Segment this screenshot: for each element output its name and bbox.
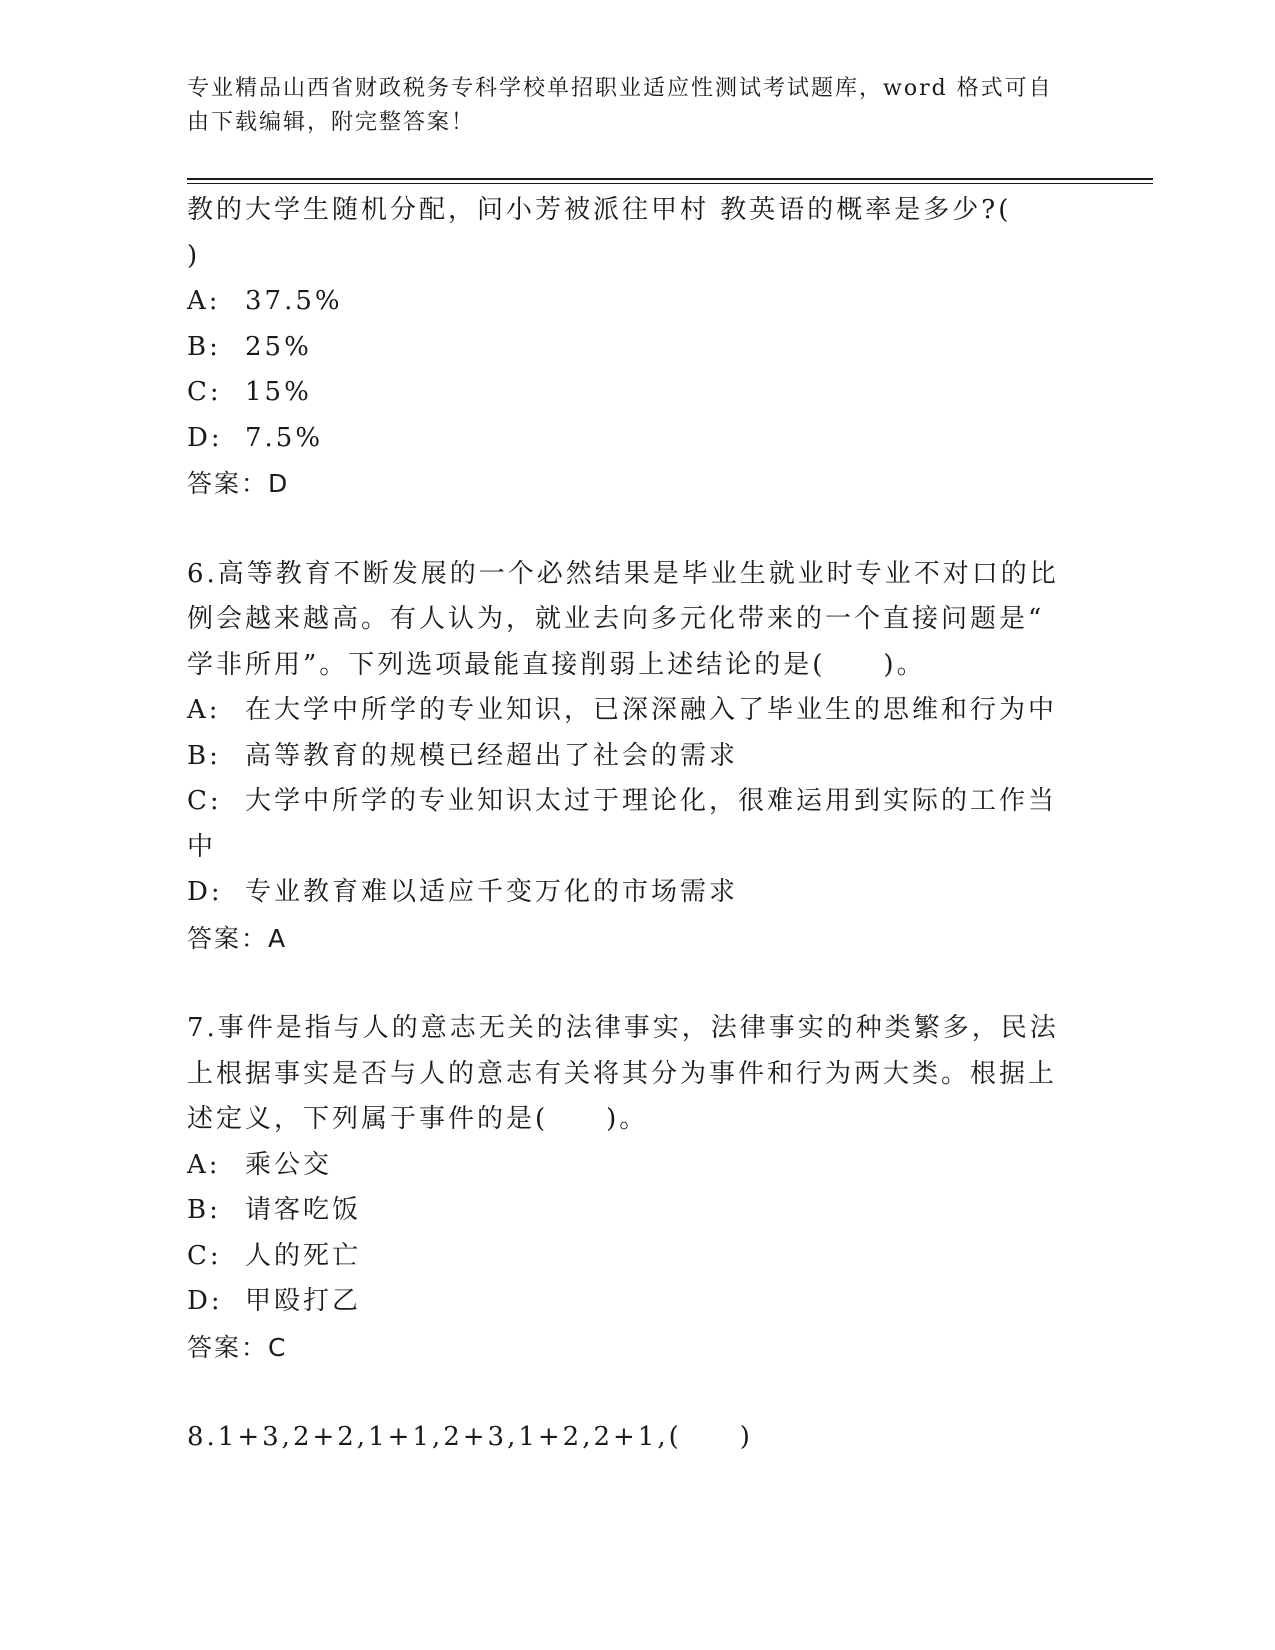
option-key: C: — [187, 786, 222, 816]
question-text-line: 8.1+3,2+2,1+1,2+3,1+2,2+1,( ) — [187, 1422, 753, 1452]
option-text: 请客吃饭 — [245, 1195, 362, 1225]
question-spacer — [187, 507, 1067, 552]
question-spacer — [187, 1370, 1067, 1415]
option-text: 在大学中所学的专业知识，已深深融入了毕业生的思维和行为中 — [245, 695, 1058, 725]
question-text-line: 学非所用”。下列选项最能直接削弱上述结论的是( )。 — [187, 649, 926, 680]
option-key: A: — [187, 695, 221, 725]
question-text-line: 例会越来越高。有人认为，就业去向多元化带来的一个直接问题是“ — [187, 604, 1045, 634]
option-text: 专业教育难以适应千变万化的市场需求 — [245, 877, 739, 907]
option-key: B: — [187, 331, 221, 362]
question-spacer — [187, 961, 1067, 1006]
option-text: 37.5% — [245, 286, 343, 316]
question-text-line: ) — [187, 240, 201, 271]
answer-line: 答案：C — [187, 1332, 288, 1362]
option-a — [187, 1143, 1067, 1189]
option-key: D: — [187, 422, 223, 453]
option-d — [187, 1279, 1067, 1325]
option-key: D: — [187, 877, 223, 907]
option-text: 大学中所学的专业知识太过于理论化，很难运用到实际的工作当 — [245, 786, 1058, 816]
question-text-line: 述定义，下列属于事件的是( )。 — [187, 1104, 649, 1134]
option-a — [187, 279, 1067, 325]
question-6 — [187, 552, 1067, 962]
answer-line: 答案：A — [187, 923, 288, 953]
option-text: 甲殴打乙 — [245, 1286, 362, 1316]
option-key: B: — [187, 740, 221, 771]
option-c — [187, 1234, 1067, 1280]
question-8 — [187, 1415, 1067, 1461]
option-text: 7.5% — [245, 422, 324, 453]
option-c — [187, 779, 1067, 825]
option-d — [187, 870, 1067, 916]
question-text-line: 6.高等教育不断发展的一个必然结果是毕业生就业时专业不对口的比 — [187, 558, 1059, 589]
option-key: A: — [187, 286, 221, 316]
option-text: 乘公交 — [245, 1149, 333, 1180]
option-b — [187, 1188, 1067, 1234]
option-d — [187, 416, 1067, 462]
question-content — [187, 188, 1067, 1461]
option-key: A: — [187, 1149, 221, 1180]
header-rule-thin — [187, 183, 1153, 184]
option-c — [187, 370, 1067, 416]
question-text-line: 上根据事实是否与人的意志有关将其分为事件和行为两大类。根据上 — [187, 1058, 1058, 1089]
option-key: C: — [187, 377, 222, 407]
option-key: C: — [187, 1240, 222, 1271]
option-text: 25% — [245, 331, 312, 362]
question-5 — [187, 188, 1067, 507]
option-c-continuation: 中 — [187, 831, 217, 862]
option-text: 人的死亡 — [245, 1240, 362, 1271]
question-text-line: 7.事件是指与人的意志无关的法律事实，法律事实的种类繁多，民法 — [187, 1013, 1059, 1043]
option-b — [187, 734, 1067, 780]
option-text: 高等教育的规模已经超出了社会的需求 — [245, 740, 739, 771]
option-key: B: — [187, 1195, 221, 1225]
option-text: 15% — [245, 377, 312, 407]
option-b — [187, 325, 1067, 371]
question-text-line: 教的大学生随机分配，问小芳被派往甲村 教英语的概率是多少?( — [187, 195, 1012, 225]
document-header: 专业精品山西省财政税务专科学校单招职业适应性测试考试题库，word 格式可自由下载编辑，附完整答案！ — [187, 76, 1053, 135]
question-7 — [187, 1006, 1067, 1370]
option-a — [187, 688, 1067, 734]
option-key: D: — [187, 1286, 223, 1316]
answer-line: 答案：D — [187, 469, 290, 498]
header-rule-thick — [187, 178, 1153, 180]
